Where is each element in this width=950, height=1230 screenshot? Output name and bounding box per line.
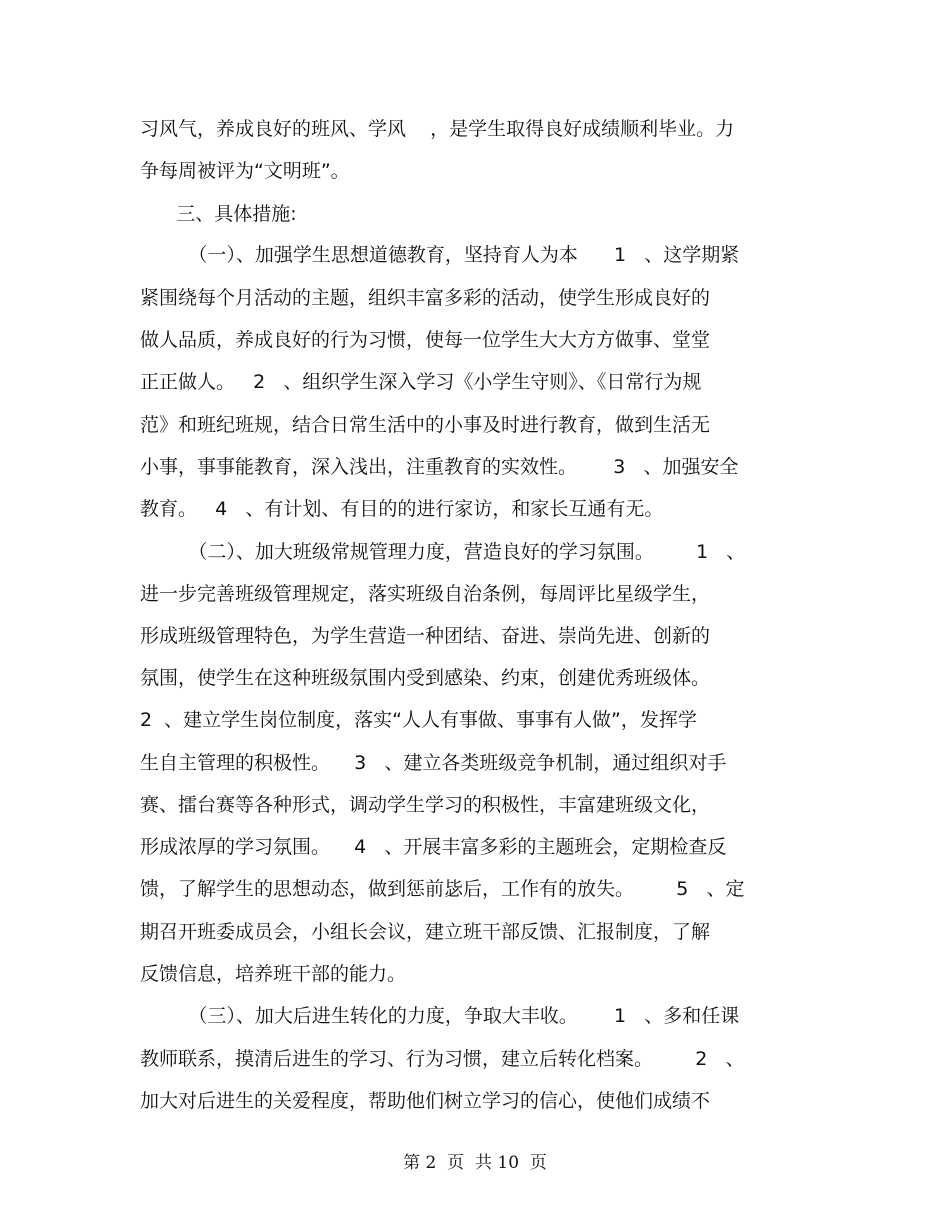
body-text-line: 2 、建立学生岗位制度，落实“人人有事做、事事有人做”，发挥学 bbox=[140, 709, 697, 731]
body-text-line: 期召开班委成员会，小组长会议，建立班干部反馈、汇报制度，了解 bbox=[140, 921, 711, 943]
body-text-line: 正正做人。 2 、组织学生深入学习《小学生守则》、《日常行为规 bbox=[140, 371, 702, 393]
body-text-line: 反馈信息，培养班干部的能力。 bbox=[140, 963, 407, 985]
body-text-line: 进一步完善班级管理规定，落实班级自治条例，每周评比星级学生， bbox=[140, 583, 711, 605]
body-text-line: 教育。 4 、有计划、有目的的进行家访，和家长互通有无。 bbox=[140, 498, 664, 520]
body-text-line: 馈，了解学生的思想动态，做到惩前毖后，工作有的放失。 5 、定 bbox=[140, 878, 745, 900]
body-text-line: 形成浓厚的学习氛围。 4 、开展丰富多彩的主题班会，定期检查反 bbox=[140, 836, 727, 858]
body-text-line: 氛围，使学生在这种班级氛围内受到感染、约束，创建优秀班级体。 bbox=[140, 667, 711, 689]
body-text-line: （一）、加强学生思想道德教育，坚持育人为本 1 、这学期紧 bbox=[140, 244, 740, 266]
body-text-line: 争每周被评为“文明班”。 bbox=[140, 160, 350, 182]
body-text-line: （二）、加大班级常规管理力度，营造良好的学习氛围。 1 、 bbox=[140, 541, 746, 563]
body-text-line: 教师联系，摸清后进生的学习、行为习惯，建立后转化档案。 2 、 bbox=[140, 1048, 745, 1070]
body-text-line: 范》和班纪班规，结合日常生活中的小事及时进行教育，做到生活无 bbox=[140, 414, 711, 436]
section-heading: 三、具体措施: bbox=[140, 203, 297, 225]
body-text-line: 形成班级管理特色，为学生营造一种团结、奋进、崇尚先进、创新的 bbox=[140, 625, 711, 647]
body-text-line: 紧围绕每个月活动的主题，组织丰富多彩的活动，使学生形成良好的 bbox=[140, 287, 711, 309]
page-number-footer: 第 2 页 共 10 页 bbox=[403, 1153, 547, 1173]
body-text-line: 做人品质，养成良好的行为习惯，使每一位学生大大方方做事、堂堂 bbox=[140, 329, 711, 351]
body-text-line: 习风气，养成良好的班风、学风 ，是学生取得良好成绩顺利毕业。力 bbox=[140, 118, 735, 140]
body-text-line: 生自主管理的积极性。 3 、建立各类班级竞争机制，通过组织对手 bbox=[140, 752, 727, 774]
body-text-line: 加大对后进生的关爱程度，帮助他们树立学习的信心，使他们成绩不 bbox=[140, 1090, 711, 1112]
body-text-line: 小事，事事能教育，深入浅出，注重教育的实效性。 3 、加强安全 bbox=[140, 456, 739, 478]
body-text-line: 赛、擂台赛等各种形式，调动学生学习的积极性，丰富建班级文化， bbox=[140, 794, 711, 816]
body-text-line: （三）、加大后进生转化的力度，争取大丰收。 1 、多和任课 bbox=[140, 1005, 740, 1027]
